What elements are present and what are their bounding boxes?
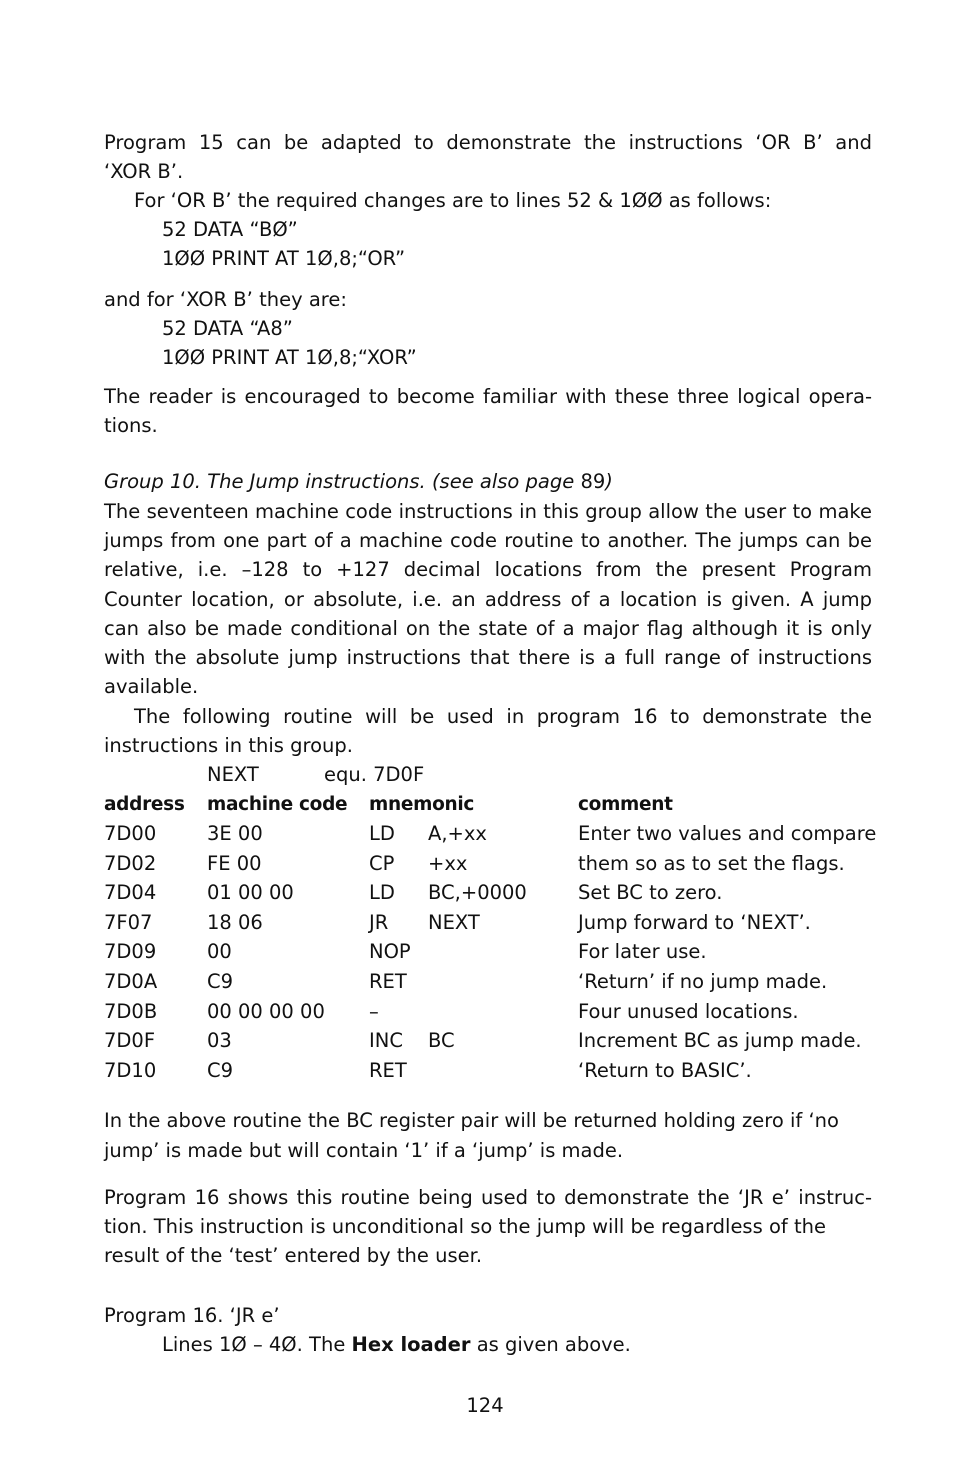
row-mnemonic-arg: NEXT	[428, 910, 480, 934]
paragraph-line: Counter location, or absolute, i.e. an address of a location is given. A jump	[104, 588, 872, 611]
row-mnemonic-arg: BC,+0000	[428, 881, 527, 905]
row-machine-code: FE 00	[207, 851, 262, 875]
row-comment: Increment BC as jump made.	[578, 1029, 862, 1053]
paragraph-line: Program 16 shows this routine being used to demonstrate the ‘JR e’ instruc-	[104, 1186, 872, 1209]
row-comment: Four unused locations.	[578, 999, 799, 1023]
paragraph-line: tion. This instruction is unconditional so the jump will be regardless of the	[104, 1215, 826, 1238]
paragraph-line: ‘XOR B’.	[104, 160, 184, 183]
paragraph-line: For ‘OR B’ the required changes are to lines 52 & 1ØØ as follows:	[134, 189, 772, 212]
row-machine-code: 18 06	[207, 910, 263, 934]
paragraph-line: and for ‘XOR B’ they are:	[104, 288, 347, 311]
code-line: 1ØØ PRINT AT 1Ø,8;“XOR”	[162, 346, 417, 369]
equ-label: NEXT	[207, 763, 259, 786]
column-header-machine-code: machine code	[207, 794, 348, 815]
row-mnemonic-op: JR	[369, 910, 389, 934]
paragraph-line: Program 15 can be adapted to demonstrate the instructions ‘OR B’ and	[104, 131, 872, 154]
row-address: 7D00	[104, 822, 157, 845]
row-address: 7D02	[104, 851, 157, 875]
hex-loader-label: Hex loader	[351, 1333, 471, 1356]
equ-value: equ. 7D0F	[324, 763, 425, 786]
row-mnemonic-op: LD	[369, 881, 395, 905]
row-machine-code: C9	[207, 1058, 234, 1082]
row-address: 7D04	[104, 881, 157, 905]
row-address: 7F07	[104, 910, 153, 934]
row-comment: ‘Return to BASIC’.	[578, 1058, 752, 1082]
program-title: Program 16. ‘JR e’	[104, 1304, 280, 1327]
row-mnemonic-arg: A,+xx	[428, 822, 487, 845]
row-machine-code: C9	[207, 970, 234, 993]
row-address: 7D0F	[104, 1029, 156, 1053]
paragraph-line: The reader is encouraged to become familiar with these three logical opera-	[104, 385, 872, 408]
paragraph-line: relative, i.e. –128 to +127 decimal locations from the present Program	[104, 558, 872, 581]
row-mnemonic-op: RET	[369, 970, 407, 993]
row-comment: them so as to set the flags.	[578, 851, 845, 875]
paragraph-line: In the above routine the BC register pair will be returned holding zero if ‘no	[104, 1109, 839, 1132]
row-address: 7D0A	[104, 970, 158, 993]
row-comment: Jump forward to ‘NEXT’.	[578, 910, 811, 934]
program-lines	[162, 1330, 631, 1359]
row-mnemonic-arg: BC	[428, 1029, 455, 1053]
paragraph-line: with the absolute jump instructions that there is a full range of instructions	[104, 646, 872, 669]
paragraph-line: The following routine will be used in program 16 to demonstrate the	[134, 705, 872, 728]
row-mnemonic-op: RET	[369, 1058, 407, 1082]
row-machine-code: 00	[207, 940, 232, 964]
section-heading-page: 89	[580, 470, 606, 493]
paragraph-line: can also be made conditional on the state of a major flag although it is only	[104, 617, 872, 640]
paragraph-line: result of the ‘test’ entered by the user.	[104, 1244, 483, 1267]
code-line: 52 DATA “BØ”	[162, 218, 298, 241]
paragraph-line: jump’ is made but will contain ‘1’ if a ‘jump’ is made.	[104, 1139, 624, 1162]
row-mnemonic-op: –	[369, 999, 379, 1023]
row-machine-code: 03	[207, 1029, 232, 1053]
row-comment: ‘Return’ if no jump made.	[578, 970, 828, 993]
row-address: 7D10	[104, 1058, 157, 1082]
row-comment: Enter two values and compare	[578, 822, 877, 845]
page-number: 124	[466, 1394, 504, 1417]
paragraph-line: tions.	[104, 414, 158, 437]
paragraph-line: The seventeen machine code instructions in this group allow the user to make	[104, 500, 872, 523]
code-line: 1ØØ PRINT AT 1Ø,8;“OR”	[162, 247, 406, 270]
column-header-address: address	[104, 794, 185, 815]
section-heading-text: Group 10. The Jump instructions. (see also page	[104, 470, 575, 493]
row-machine-code: 3E 00	[207, 822, 263, 845]
row-mnemonic-arg: +xx	[428, 851, 468, 875]
section-heading-close: )	[605, 470, 613, 493]
row-mnemonic-op: INC	[369, 1029, 403, 1053]
row-mnemonic-op: CP	[369, 851, 395, 875]
row-mnemonic-op: LD	[369, 822, 395, 845]
program-lines-pre: Lines 1Ø – 4Ø. The	[162, 1333, 346, 1356]
column-header-comment: comment	[578, 794, 673, 815]
paragraph-line: instructions in this group.	[104, 734, 353, 757]
row-comment: Set BC to zero.	[578, 881, 723, 905]
column-header-mnemonic: mnemonic	[369, 794, 475, 815]
paragraph-line: available.	[104, 675, 199, 698]
row-mnemonic-op: NOP	[369, 940, 411, 964]
program-lines-post: as given above.	[476, 1333, 631, 1356]
row-address: 7D09	[104, 940, 157, 964]
paragraph-line: jumps from one part of a machine code routine to another. The jumps can be	[104, 529, 872, 552]
code-line: 52 DATA “A8”	[162, 317, 293, 340]
section-heading	[104, 467, 613, 496]
row-machine-code: 01 00 00	[207, 881, 294, 905]
row-comment: For later use.	[578, 940, 707, 964]
row-machine-code: 00 00 00 00	[207, 999, 325, 1023]
row-address: 7D0B	[104, 999, 158, 1023]
